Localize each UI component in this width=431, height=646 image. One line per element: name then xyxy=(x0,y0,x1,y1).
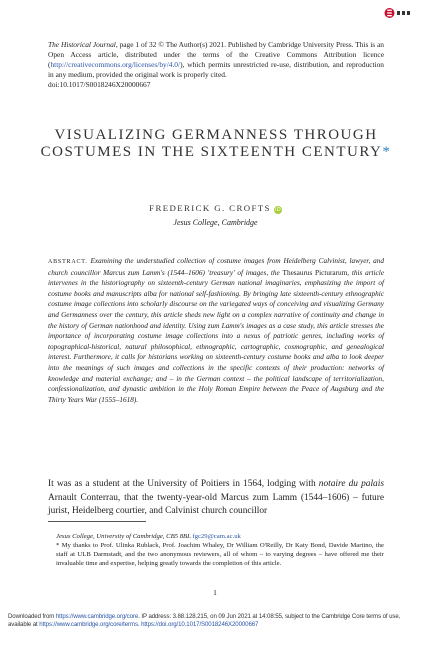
body-italic: notaire du palais xyxy=(318,479,385,489)
footnotes xyxy=(48,532,384,568)
doi: doi:10.1017/S0018246X20000667 xyxy=(48,80,151,89)
abstract-work-title: Thesaurus Picturarum xyxy=(282,268,348,277)
footnote-affiliation xyxy=(48,532,384,541)
author-email-link[interactable]: fgc29@cam.ac.uk xyxy=(192,533,241,540)
terms-link[interactable]: https://www.cambridge.org/core/terms xyxy=(39,621,138,629)
abstract-label: ABSTRACT. xyxy=(48,259,88,265)
download-text-2: . IP address: 3.88.128.215, on 09 Jun 2021 at 14:08:55, subject to the Cambridge Core terms of use, available at xyxy=(8,613,401,629)
abstract-text-2: , this article intervenes in the historiography on sixteenth-century German national imaginaries, emphasizing the import of costume books and manuscripts alba for national self-fashioning. By bringing late sixteenth-century ethnographic costume image collections into scholarly discourse on the variegated ways of conceiving and visualizing Germany and Germanness over the century, this article sheds new light on a complex narrative of continuity and change in the history of German nationhood and identity. Using zum Lamm's images as a case study, this article stresses the importance of incorporating costume image collections into a nexus of patriotic genres, including works of topographical-historical, natural philosophical, ethnographic, cartographic, cosmographic, and genealogical interest. Furthermore, it calls for historians working on sixteenth-century costume books and alba to look deeper into the meanings of such images and collections in the specific contexts of their production: networks of knowledge and material exchange; and – in the German context – the political landscape of territorialization, confessionalization, and dynastic ambition in the Holy Roman Empire between the Peace of Augsburg and the Thirty Years War (1555–1618). xyxy=(48,268,384,404)
abstract-text-1: Examining the understudied collection of costume images from Heidelberg Calvinist, lawyer, and church councillor Marcus zum Lamm's (1544–1606) 'treasury' of images, the xyxy=(48,257,384,277)
journal-name: The Historical Journal xyxy=(48,40,116,49)
footnote-thanks: * My thanks to Prof. Ulinka Rublack, Prof. Joachim Whaley, Dr William O'Reilly, Dr Katy Bond, Davide Martino, the staff at ULB Darmstadt, and the two anonymous reviewers, all of whom – to varying degrees – have offered me their invaluable time and expertise, helping greatly towards the completion of this article. xyxy=(56,542,384,568)
download-text-3: . xyxy=(137,621,142,629)
title-text: VISUALIZING GERMANNESS THROUGH COSTUMES IN THE SIXTEENTH CENTURY xyxy=(40,127,383,160)
footnote-affiliation-text: Jesus College, University of Cambridge, CB5 8BL xyxy=(56,533,193,540)
author-line xyxy=(60,203,371,214)
article-title xyxy=(40,127,392,160)
author-name: FREDERICK G. CROFTS xyxy=(149,203,271,213)
footnote-divider xyxy=(48,521,146,522)
body-text-2: Arnault Conterrau, that the twenty-year-old Marcus zum Lamm (1544–1606) – future jurist, Heidelberg courtier, and Calvinist church councillor xyxy=(48,492,384,517)
copyright-text: , page 1 of 32 © The Author(s) 2021. Published by Cambridge University Press. This is an Open Access article, distributed under the terms of the Creative Commons Attribution licence ( xyxy=(48,40,385,69)
body-text-1: It was as a student at the University of Poitiers in 1564, lodging with xyxy=(48,479,319,489)
core-link[interactable]: https://www.cambridge.org/core xyxy=(55,613,139,620)
license-text: ), which permits unrestricted re-use, distribution, and reproduction in any medium, provided the original work is properly cited. xyxy=(48,60,384,79)
orcid-icon[interactable]: iD xyxy=(274,207,281,213)
download-text-1: Downloaded from xyxy=(8,613,56,620)
author-affiliation: Jesus College, Cambridge xyxy=(173,218,258,227)
title-footnote-marker[interactable]: * xyxy=(382,143,392,160)
download-notice xyxy=(8,613,424,630)
doi-link[interactable]: https://doi.org/10.1017/S0018246X20000667 xyxy=(141,621,259,629)
body-paragraph xyxy=(48,478,384,519)
article-header xyxy=(48,40,384,90)
crossmark-icon xyxy=(384,7,416,19)
page-number: 1 xyxy=(213,588,217,597)
check-for-updates-badge[interactable] xyxy=(384,6,416,18)
abstract xyxy=(48,256,384,405)
license-link[interactable]: http://creativecommons.org/licenses/by/4.0/ xyxy=(50,60,181,69)
